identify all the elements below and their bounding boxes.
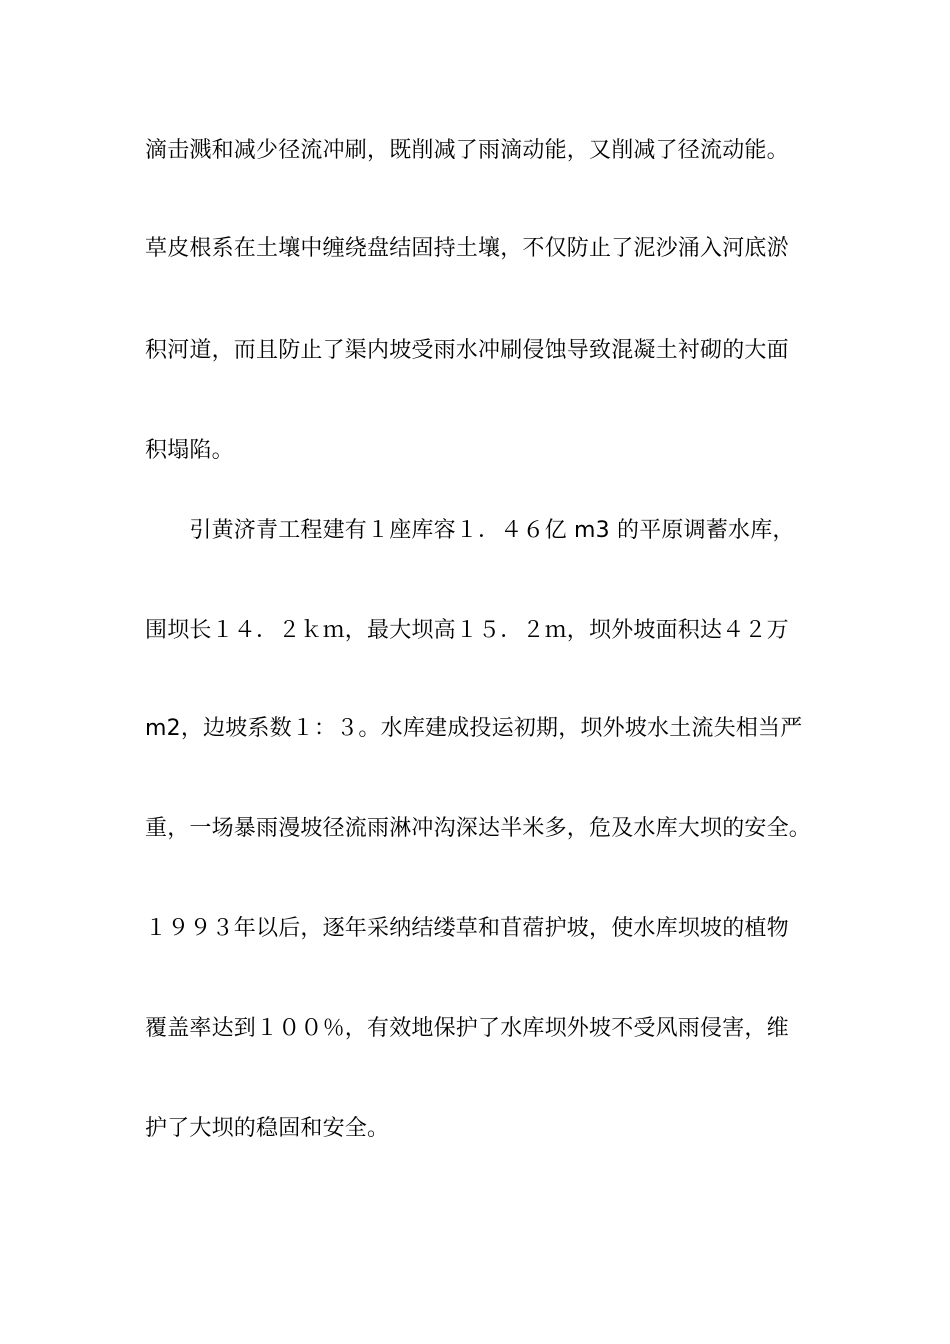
text-line-5: 引黄济青工程建有１座库容１．４６亿 m3 的平原调蓄水库， xyxy=(145,518,795,543)
text-line-7: m2，边坡系数１：３。水库建成投运初期，坝外坡水土流失相当严 xyxy=(145,716,803,741)
text-line-2: 草皮根系在土壤中缠绕盘结固持土壤，不仅防止了泥沙涌入河底淤 xyxy=(145,236,789,261)
text-line-9: １９９３年以后，逐年采纳结缕草和苜蓿护坡，使水库坝坡的植物 xyxy=(145,916,789,941)
text-line-10: 覆盖率达到１００％，有效地保护了水库坝外坡不受风雨侵害，维 xyxy=(145,1016,789,1041)
text-line-4: 积塌陷。 xyxy=(145,438,234,463)
text-line-8: 重，一场暴雨漫坡径流雨淋冲沟深达半米多，危及水库大坝的安全。 xyxy=(145,816,812,841)
text-line-6: 围坝长１４．２ｋｍ，最大坝高１５．２ｍ，坝外坡面积达４２万 xyxy=(145,618,789,643)
text-line-3: 积河道，而且防止了渠内坡受雨水冲刷侵蚀导致混凝土衬砌的大面 xyxy=(145,338,789,363)
text-line-1: 滴击溅和减少径流冲刷，既削减了雨滴动能，又削减了径流动能。 xyxy=(145,138,789,163)
text-line-11: 护了大坝的稳固和安全。 xyxy=(145,1116,390,1141)
